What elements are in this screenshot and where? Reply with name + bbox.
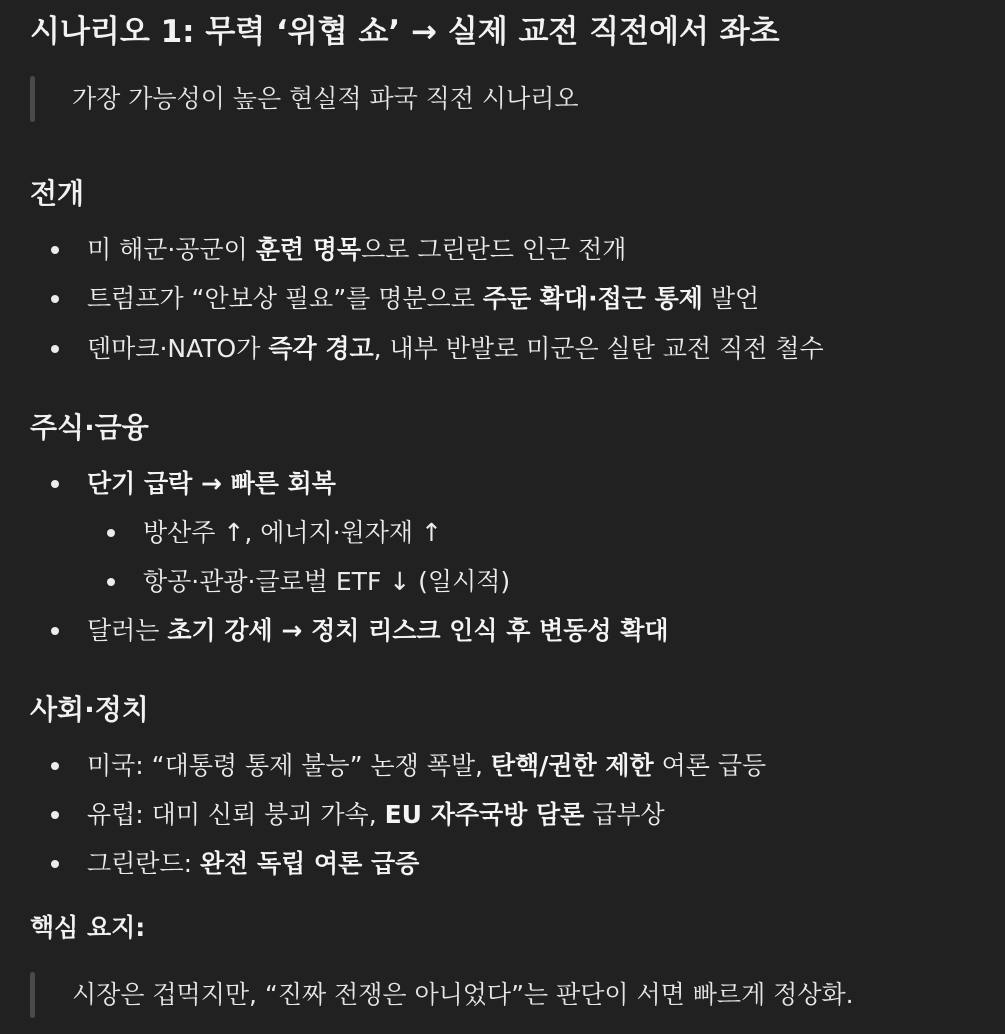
key-point-quote	[30, 972, 970, 1018]
list-item-text: 덴마크·NATO가	[87, 334, 269, 363]
quote-bar	[30, 972, 35, 1018]
list-item-bold: 탄핵/권한 제한	[490, 751, 654, 780]
list-item-text: 미국: “대통령 통제 불능” 논쟁 폭발,	[87, 751, 491, 780]
list-item-text: , 내부 반발로 미군은 실탄 교전 직전 철수	[373, 334, 824, 363]
bullet	[51, 811, 59, 819]
list-item-text: 여론 급등	[653, 751, 767, 780]
bullet	[51, 627, 59, 635]
list-item-text: 달러는	[87, 616, 168, 645]
bullet	[51, 860, 59, 868]
list-item-bold: 훈련 명목	[255, 235, 362, 264]
sub-list-item-text: 항공·관광·글로벌 ETF ↓ (일시적)	[143, 567, 511, 596]
key-point-label: 핵심 요지:	[30, 913, 146, 942]
bullet	[51, 246, 59, 254]
subtitle-quote	[30, 76, 970, 122]
sub-list-item-text: 방산주 ↑, 에너지·원자재 ↑	[143, 518, 442, 547]
scenario-title: 시나리오 1: 무력 ‘위협 쇼’ → 실제 교전 직전에서 좌초	[30, 14, 780, 50]
list-item-text: 그린란드:	[87, 849, 200, 878]
section-heading-society: 사회·정치	[30, 693, 149, 726]
list-item-text: 미 해군·공군이	[87, 235, 256, 264]
bullet	[107, 529, 115, 537]
list-item-text: 발언	[702, 284, 760, 313]
bullet	[51, 295, 59, 303]
bullet	[51, 345, 59, 353]
list-item-bold: 단기 급락 → 빠른 회복	[87, 469, 336, 498]
section-heading-markets: 주식·금융	[30, 411, 149, 444]
quote-bar	[30, 76, 35, 122]
bullet	[107, 578, 115, 586]
bullet	[51, 762, 59, 770]
list-item-bold: 완전 독립 여론 급증	[199, 849, 420, 878]
list-item-bold: 주둔 확대·접근 통제	[482, 284, 703, 313]
list-item-text: 급부상	[584, 800, 665, 829]
list-item-bold: EU 자주국방 담론	[384, 800, 585, 829]
key-point-quote-text: 시장은 겁먹지만, “진짜 전쟁은 아니었다”는 판단이 서면 빠르게 정상화.	[72, 980, 854, 1009]
list-item-bold: 초기 강세 → 정치 리스크 인식 후 변동성 확대	[167, 616, 669, 645]
list-item-text: 으로 그린란드 인근 전개	[361, 235, 627, 264]
list-item-bold: 즉각 경고	[268, 334, 374, 363]
list-item-text: 유럽: 대미 신뢰 붕괴 가속,	[87, 800, 385, 829]
bullet	[51, 480, 59, 488]
section-heading-deploy: 전개	[30, 177, 85, 210]
subtitle-quote-text: 가장 가능성이 높은 현실적 파국 직전 시나리오	[72, 84, 579, 113]
list-item-text: 트럼프가 “안보상 필요”를 명분으로	[87, 284, 483, 313]
